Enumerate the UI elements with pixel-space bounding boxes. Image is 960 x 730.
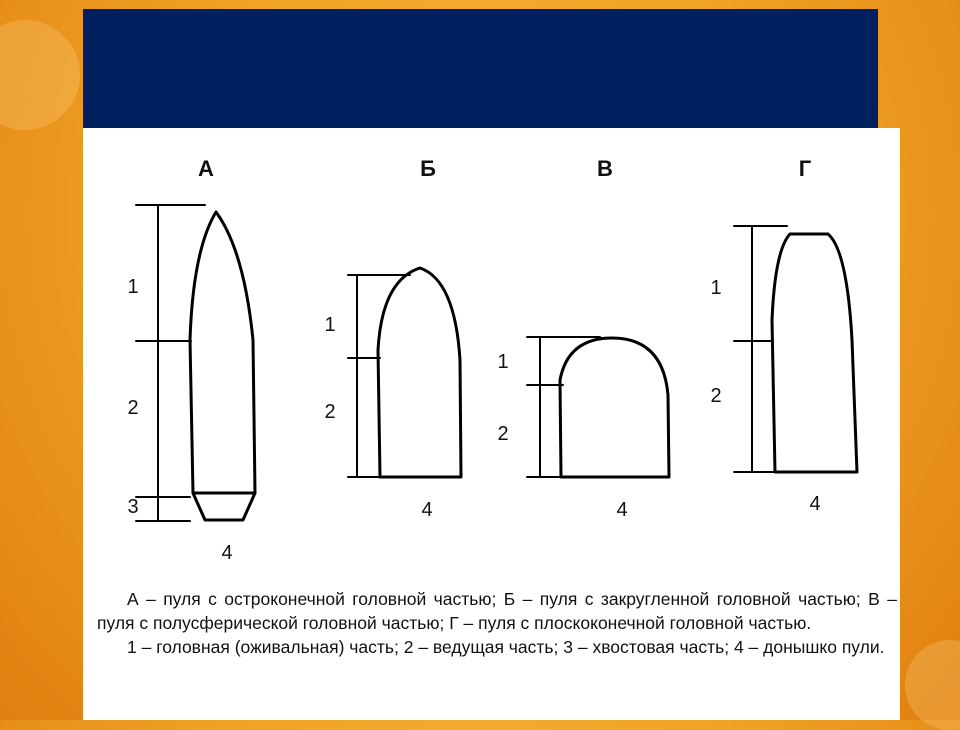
- bullet-v-outline: [560, 338, 669, 477]
- bullet-a-mark-1: 1: [127, 276, 139, 298]
- bullet-a-outline: [190, 212, 255, 493]
- bullet-b-base: 4: [421, 499, 433, 521]
- bullet-g-mark-1: 1: [710, 277, 722, 299]
- bullet-v-letter: В: [597, 156, 613, 181]
- caption-bullet-types: А – пуля с остроконечной головной частью; Б – пуля с закругленной головной частью; В – пуля с полусферической головной частью; Г – пуля с плоскоконечной головной частью.: [97, 589, 897, 633]
- bullet-v-mark-2: 2: [497, 423, 509, 445]
- bullet-g-mark-2: 2: [710, 385, 722, 407]
- bullet-b-letter: Б: [420, 156, 436, 181]
- bullet-a-letter: А: [198, 156, 214, 181]
- bullet-v-base: 4: [616, 499, 628, 521]
- bullet-b-mark-1: 1: [324, 314, 336, 336]
- bullet-b-outline: [378, 268, 461, 477]
- bullet-b-mark-2: 2: [324, 401, 336, 423]
- bullet-a-base: 4: [221, 542, 233, 564]
- figure-caption: [97, 587, 897, 659]
- bullet-g-base: 4: [809, 493, 821, 515]
- bullet-a-tail: [193, 493, 255, 520]
- bullet-g-letter: Г: [798, 156, 812, 181]
- bullet-a-mark-2: 2: [127, 397, 139, 419]
- bullet-v-mark-1: 1: [497, 351, 509, 373]
- caption-part-legend: 1 – головная (оживальная) часть; 2 – ведущая часть; 3 – хвостовая часть; 4 – донышко пули.: [127, 637, 885, 657]
- bullet-g-outline: [772, 234, 857, 472]
- bullet-a-mark-3: 3: [127, 496, 139, 518]
